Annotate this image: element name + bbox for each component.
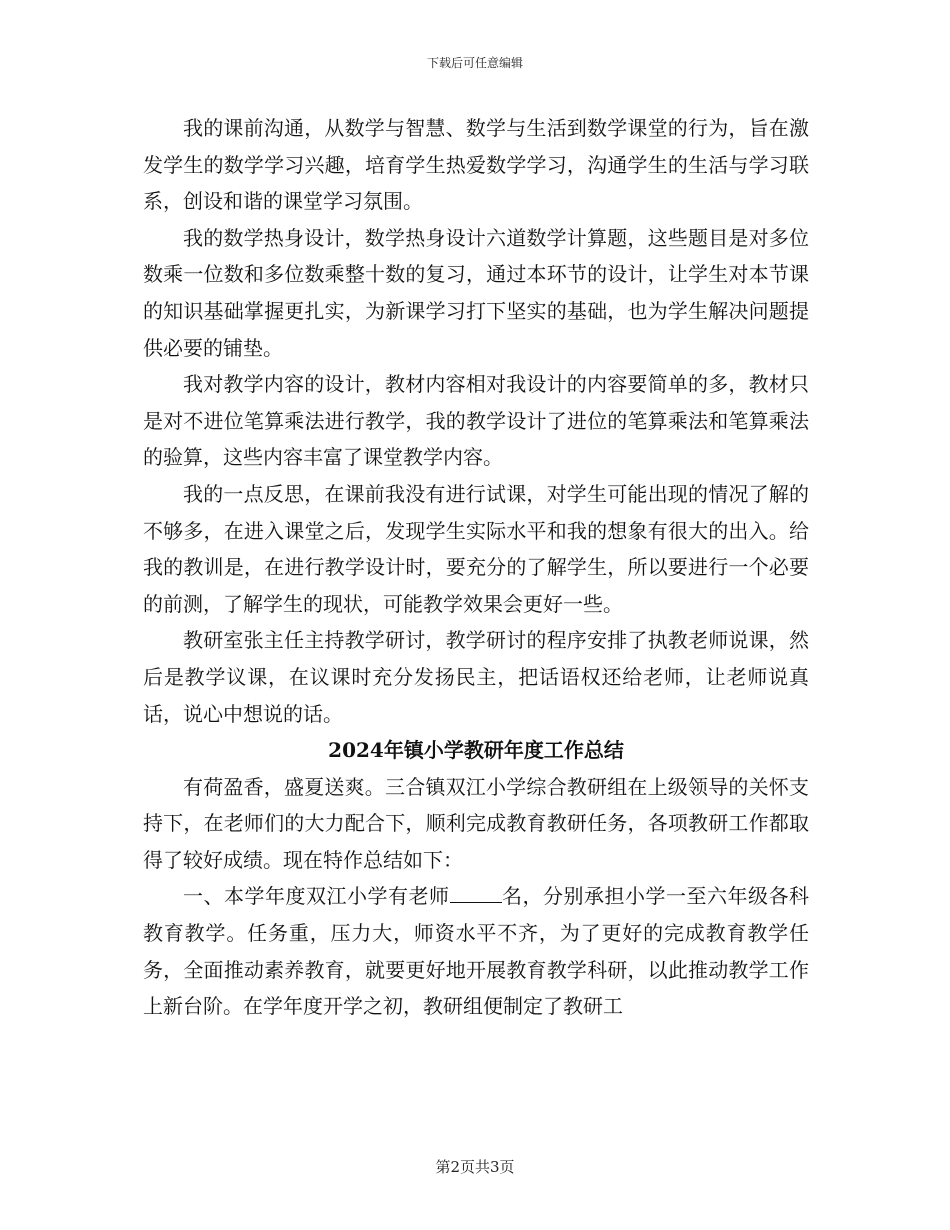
paragraph-warm-up-design: 我的数学热身设计，数学热身设计六道数学计算题，这些题目是对多位数乘一位数和多位数乘整十数的复习，通过本环节的设计，让学生对本节课的知识基础掌握更扎实，为新课学习打下坚实的基础，也为学生解决问题提供必要的铺垫。 [143, 225, 809, 360]
teacher-count-blank [450, 884, 502, 903]
document-body [143, 110, 809, 1025]
paragraph-teaching-seminar: 教研室张主任主持教学研讨，教学研讨的程序安排了执教老师说课，然后是教学议课，在议课时充分发扬民主，把话语权还给老师，让老师说真话，说心中想说的话。 [143, 628, 809, 726]
teacher-count-text-after: 名，分别承担小学一至六年级各科教育教学。任务重，压力大，师资水平不齐，为了更好的完成教育教学任务，全面推动素养教育，就要更好地开展教育教学科研，以此推动教学工作上新台阶。在学年度开学之初，教研组便制定了教研工 [143, 884, 809, 1019]
paragraph-pre-lesson-communication: 我的课前沟通，从数学与智慧、数学与生活到数学课堂的行为，旨在激发学生的数学学习兴趣，培育学生热爱数学学习，沟通学生的生活与学习联系，创设和谐的课堂学习氛围。 [143, 116, 809, 214]
paragraph-teacher-count [143, 878, 809, 1024]
header-note: 下载后可任意编辑 [426, 56, 523, 70]
paragraph-content-design: 我对教学内容的设计，教材内容相对我设计的内容要简单的多，教材只是对不进位笔算乘法进行教学，我的教学设计了进位的笔算乘法和笔算乘法的验算，这些内容丰富了课堂教学内容。 [143, 372, 809, 470]
paragraph-summary-intro: 有荷盈香，盛夏送爽。三合镇双江小学综合教研组在上级领导的关怀支持下，在老师们的大力配合下，顺利完成教育教研任务，各项教研工作都取得了较好成绩。现在特作总结如下： [143, 774, 809, 872]
section-title: 2024年镇小学教研年度工作总结 [328, 738, 624, 763]
paragraph-reflection: 我的一点反思，在课前我没有进行试课，对学生可能出现的情况了解的不够多，在进入课堂之后，发现学生实际水平和我的想象有很大的出入。给我的教训是，在进行教学设计时，要充分的了解学生，所以要进行一个必要的前测，了解学生的现状，可能教学效果会更好一些。 [143, 481, 809, 616]
teacher-count-text-before: 一、本学年度双江小学有老师 [183, 884, 450, 909]
page-number: 第2页共3页 [435, 1158, 515, 1176]
